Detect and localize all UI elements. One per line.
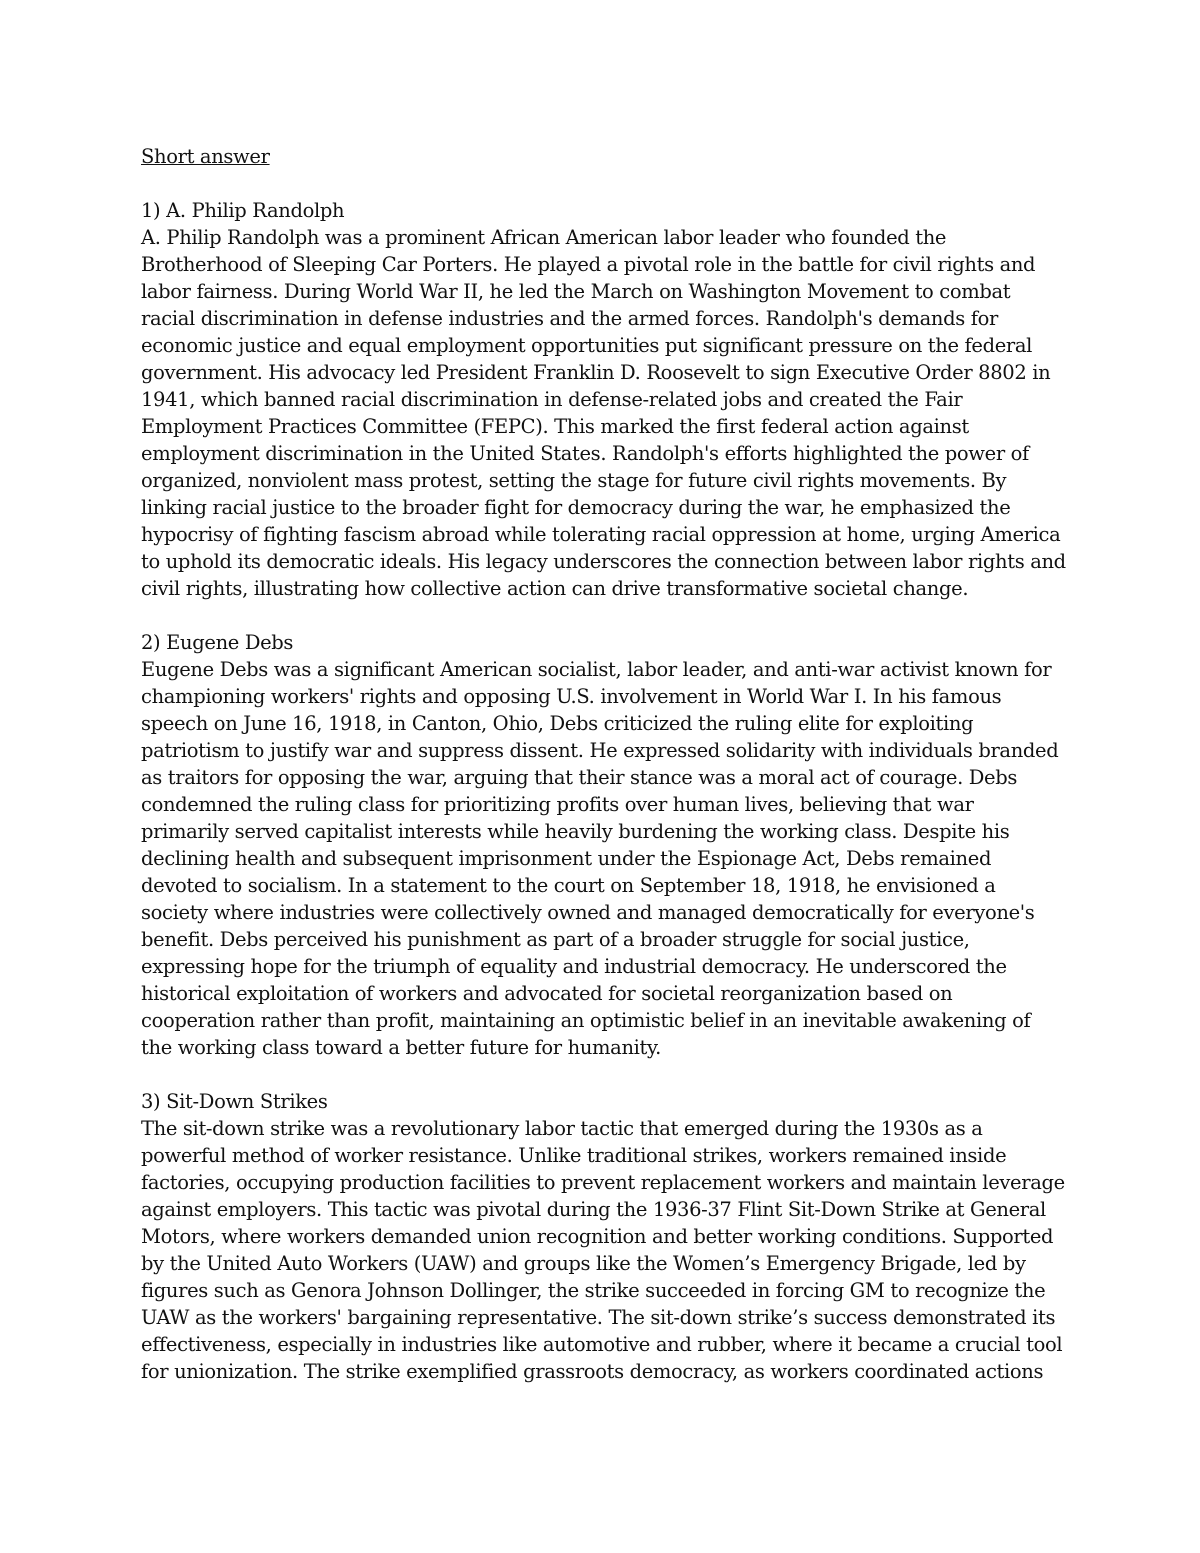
section-body: The sit-down strike was a revolutionary labor tactic that emerged during the 1930s as a powerful method of worker resistance. Unlike traditional strikes, workers remained inside factories, occupying production facilities to prevent replacement workers and maintain leverage against employers. This tactic was pivotal during the 1936-37 Flint Sit-Down Strike at General Motors, where workers demanded union recognition and better working conditions. Supported by the United Auto Workers (UAW) and groups like the Women’s Emergency Brigade, led by figures such as Genora Johnson Dollinger, the strike succeeded in forcing GM to recognize the UAW as the workers' bargaining representative. The sit-down strike’s success demonstrated its effectiveness, especially in industries like automotive and rubber, where it became a crucial tool for unionization. The strike exemplified grassroots democracy, as workers coordinated actions bbox=[141, 1117, 1065, 1383]
section-debs bbox=[141, 629, 1066, 1061]
section-heading: 3) Sit-Down Strikes bbox=[141, 1090, 328, 1113]
section-body: A. Philip Randolph was a prominent African American labor leader who founded the Brotherhood of Sleeping Car Porters. He played a pivotal role in the battle for civil rights and labor fairness. During World War II, he led the March on Washington Movement to combat racial discrimination in defense industries and the armed forces. Randolph's demands for economic justice and equal employment opportunities put significant pressure on the federal government. His advocacy led President Franklin D. Roosevelt to sign Executive Order 8802 in 1941, which banned racial discrimination in defense-related jobs and created the Fair Employment Practices Committee (FEPC). This marked the first federal action against employment discrimination in the United States. Randolph's efforts highlighted the power of organized, nonviolent mass protest, setting the stage for future civil rights movements. By linking racial justice to the broader fight for democracy during the war, he emphasized the hypocrisy of fighting fascism abroad while tolerating racial oppression at home, urging America to uphold its democratic ideals. His legacy underscores the connection between labor rights and civil rights, illustrating how collective action can drive transformative societal change. bbox=[141, 226, 1066, 600]
section-randolph bbox=[141, 197, 1066, 602]
document-content bbox=[141, 143, 1066, 1412]
section-heading: 1) A. Philip Randolph bbox=[141, 199, 345, 222]
section-heading: 2) Eugene Debs bbox=[141, 631, 294, 654]
document-title: Short answer bbox=[141, 145, 270, 168]
section-sit-down-strikes bbox=[141, 1088, 1066, 1385]
section-body: Eugene Debs was a significant American socialist, labor leader, and anti-war activist known for championing workers' rights and opposing U.S. involvement in World War I. In his famous speech on June 16, 1918, in Canton, Ohio, Debs criticized the ruling elite for exploiting patriotism to justify war and suppress dissent. He expressed solidarity with individuals branded as traitors for opposing the war, arguing that their stance was a moral act of courage. Debs condemned the ruling class for prioritizing profits over human lives, believing that war primarily served capitalist interests while heavily burdening the working class. Despite his declining health and subsequent imprisonment under the Espionage Act, Debs remained devoted to socialism. In a statement to the court on September 18, 1918, he envisioned a society where industries were collectively owned and managed democratically for everyone's benefit. Debs perceived his punishment as part of a broader struggle for social justice, expressing hope for the triumph of equality and industrial democracy. He underscored the historical exploitation of workers and advocated for societal reorganization based on cooperation rather than profit, maintaining an optimistic belief in an inevitable awakening of the working class toward a better future for humanity. bbox=[141, 658, 1059, 1059]
